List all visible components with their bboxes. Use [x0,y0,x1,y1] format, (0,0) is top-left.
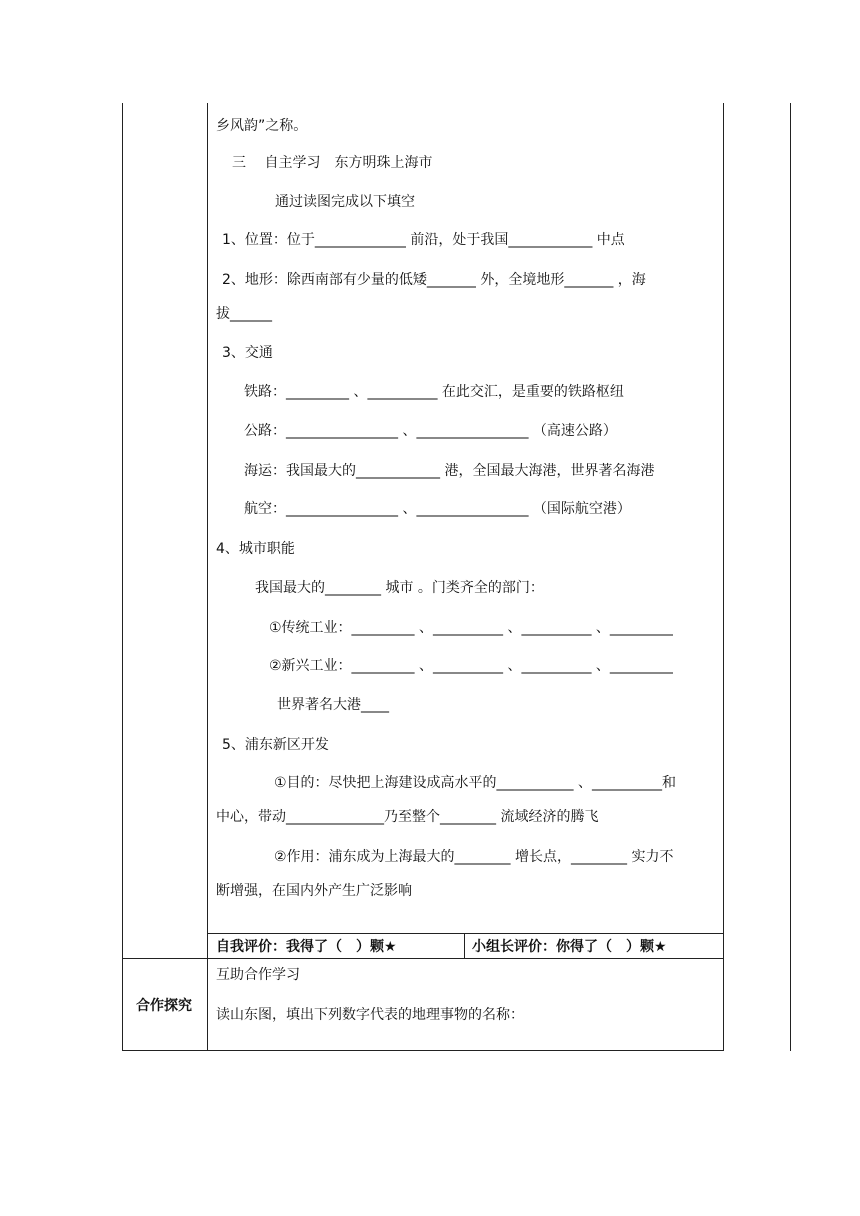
self-evaluation: 自我评价：我得了（ ）颗★ [216,939,397,955]
transport-railway: 铁路：_________ 、__________ 在此交汇，是重要的铁路枢纽 [244,384,624,400]
city-function-line: 我国最大的________ 城市 。门类齐全的部门： [255,580,544,596]
pudong-effect-cont: 断增强，在国内外产生广泛影响 [216,883,412,899]
text-line: 乡风韵”之称。 [216,118,308,134]
table-bottom-border [122,1050,724,1051]
content-right-border [723,103,724,1051]
pudong-effect: ②作用：浦东成为上海最大的________ 增长点，________ 实力不 [274,849,674,865]
question-transport: 3、交通 [222,345,273,361]
new-industry: ②新兴工业：_________ 、__________ 、__________ 、_________ [269,658,673,674]
outer-left-border [122,103,123,1051]
section-label: 合作探究 [136,998,192,1014]
famous-port-line: 世界著名大港____ [277,697,389,713]
outer-right-border [790,103,791,1051]
traditional-industry: ①传统工业：_________ 、__________ 、__________ 、_________ [269,620,673,636]
section-heading: 三 自主学习 东方明珠上海市 [232,155,433,171]
pudong-goal-cont: 中心，带动______________乃至整个________ 流域经济的腾飞 [216,809,599,825]
content-left-border [207,103,208,1051]
transport-highway: 公路：________________ 、________________ （高速公路） [244,423,617,439]
transport-shipping: 海运：我国最大的____________ 港，全国最大海港，世界著名海港 [244,463,655,479]
section-title: 互助合作学习 [216,967,300,983]
question-pudong: 5、浦东新区开发 [222,737,329,753]
evaluation-top-border [207,933,724,934]
question-location: 1、位置：位于_____________ 前沿，处于我国____________ 中点 [222,232,625,248]
evaluation-divider [464,933,465,958]
leader-evaluation: 小组长评价：你得了（ ）颗★ [472,939,667,955]
question-terrain-cont: 拔______ [216,306,272,322]
instruction-line: 通过读图完成以下填空 [275,194,415,210]
pudong-goal: ①目的：尽快把上海建设成高水平的___________ 、__________和 [274,775,676,791]
question-city-function: 4、城市职能 [216,541,295,557]
transport-aviation: 航空：________________ 、________________ （国际航空港） [244,501,631,517]
section-top-border [122,958,724,959]
question-terrain: 2、地形：除西南部有少量的低矮_______ 外，全境地形_______ ，海 [222,272,646,288]
section-instruction: 读山东图，填出下列数字代表的地理事物的名称： [216,1007,524,1023]
